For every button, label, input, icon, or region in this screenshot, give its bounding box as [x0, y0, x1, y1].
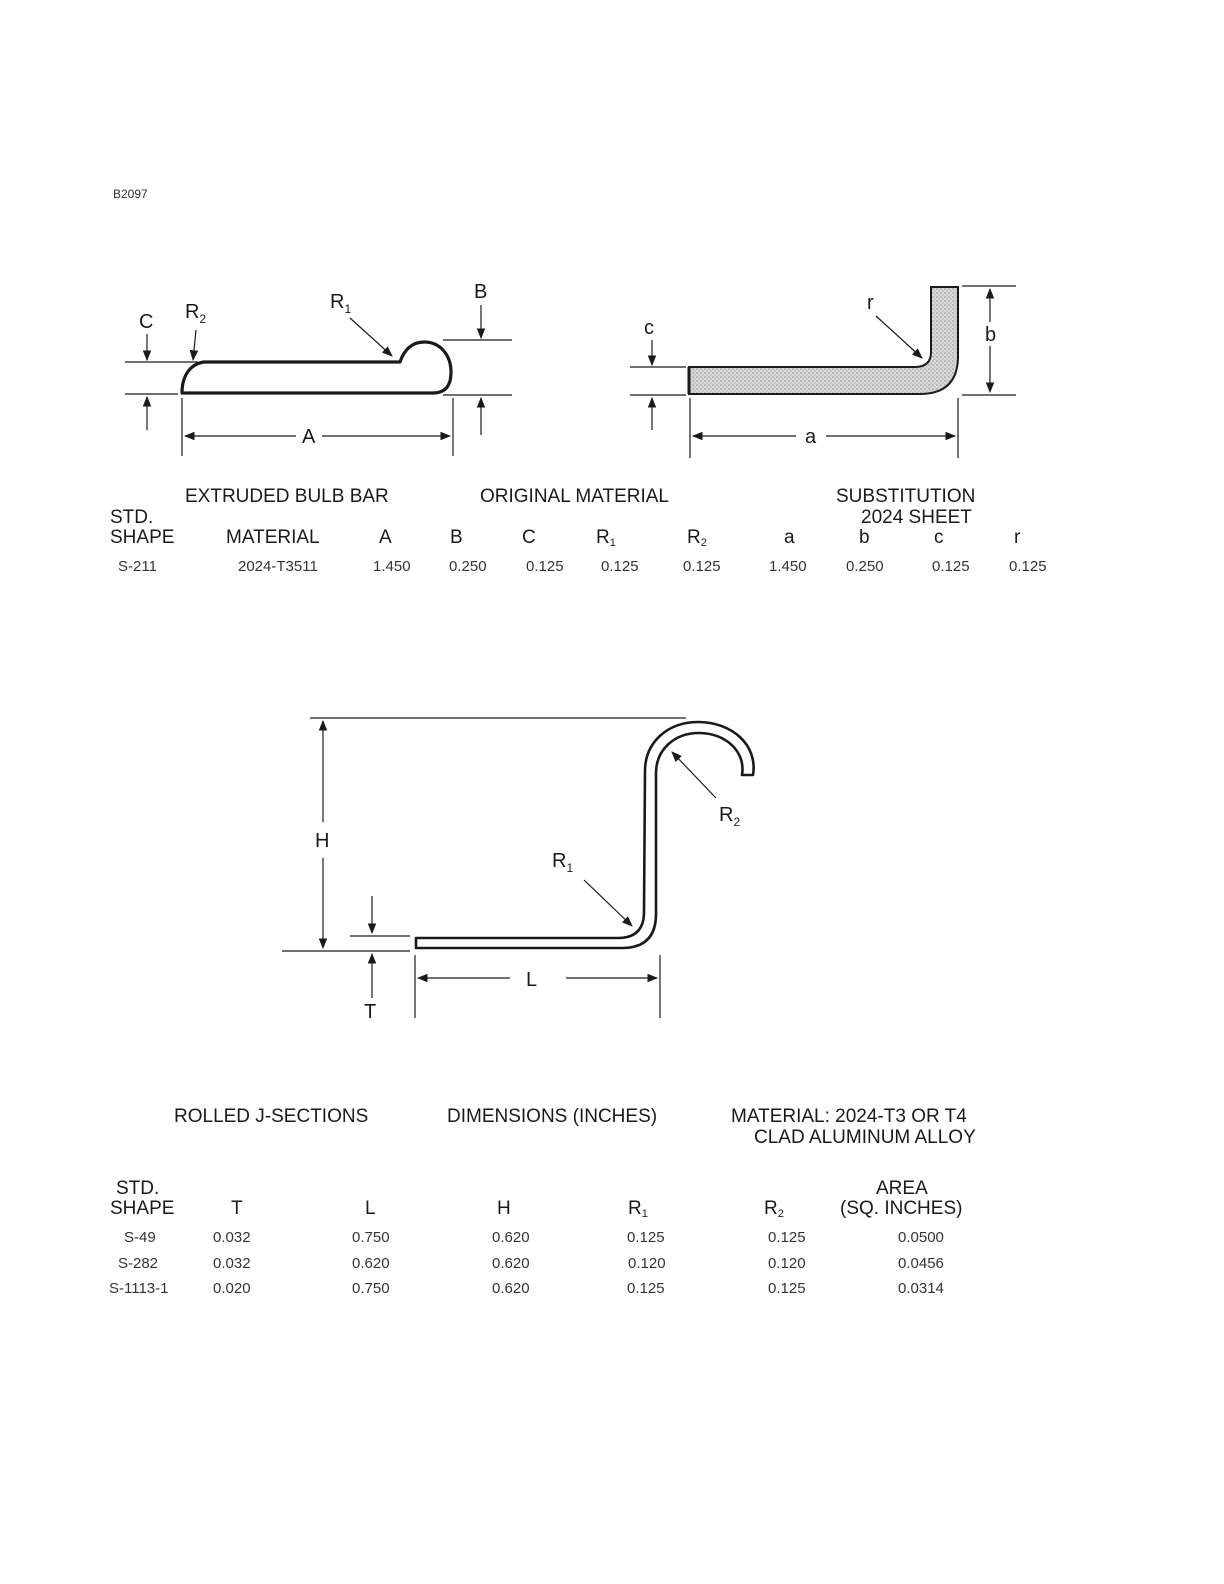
cell-L: 0.750 [352, 1229, 390, 1246]
cell-shape: S-211 [118, 558, 157, 575]
label-a: a [805, 426, 817, 448]
col-C: C [522, 527, 536, 548]
cell-B: 0.250 [449, 558, 487, 575]
cell-A: 1.450 [373, 558, 411, 575]
bulb-bar-drawing [125, 281, 512, 456]
col-material: MATERIAL [226, 527, 320, 548]
cell-R1: 0.125 [627, 1229, 665, 1246]
sheet-angle-drawing [630, 286, 1016, 458]
figure-code: B2097 [113, 187, 148, 201]
col-R1: $R_1$ [628, 1198, 648, 1220]
cell-R1: 0.125 [601, 558, 639, 575]
col-area: AREA [876, 1178, 928, 1199]
heading-material: MATERIAL: 2024-T3 OR T4 [731, 1106, 967, 1127]
r-leader [876, 316, 922, 358]
j-section-profile [416, 722, 754, 948]
j-r2-leader [672, 752, 716, 798]
cell-T: 0.020 [213, 1280, 251, 1297]
label-b: b [985, 324, 997, 346]
cell-c: 0.125 [932, 558, 970, 575]
col-R2: $R_2$ [764, 1198, 784, 1220]
cell-T: 0.032 [213, 1255, 251, 1272]
cell-a: 1.450 [769, 558, 807, 575]
label-R2: $R_2$ [185, 301, 207, 326]
cell-R2: 0.125 [768, 1280, 806, 1297]
heading-dimensions: DIMENSIONS (INCHES) [447, 1106, 658, 1127]
cell-R2: 0.125 [683, 558, 721, 575]
r2-leader [193, 330, 196, 360]
col-std: STD. [110, 507, 154, 528]
heading-original-material: ORIGINAL MATERIAL [480, 486, 669, 507]
label-R1: $R_1$ [330, 291, 352, 316]
col-b: b [859, 527, 870, 548]
cell-T: 0.032 [213, 1229, 251, 1246]
label-j-R1: $R_1$ [552, 850, 574, 875]
cell-b: 0.250 [846, 558, 884, 575]
label-A: A [302, 426, 316, 448]
label-c: c [644, 317, 654, 339]
cell-r: 0.125 [1009, 558, 1047, 575]
cell-H: 0.620 [492, 1280, 530, 1297]
cell-shape: S-1113-1 [109, 1280, 169, 1297]
col-R1: $R_1$ [596, 527, 616, 549]
cell-L: 0.620 [352, 1255, 390, 1272]
col-a: a [784, 527, 795, 548]
col-area-units: (SQ. INCHES) [840, 1198, 963, 1219]
label-C: C [139, 311, 154, 333]
cell-area: 0.0456 [898, 1255, 944, 1272]
label-T: T [364, 1001, 377, 1023]
cell-H: 0.620 [492, 1255, 530, 1272]
col-shape: SHAPE [110, 1198, 175, 1219]
heading-rolled-j-sections: ROLLED J-SECTIONS [174, 1106, 369, 1127]
j-section-drawing [282, 718, 754, 1023]
cell-area: 0.0500 [898, 1229, 944, 1246]
col-c: c [934, 527, 944, 548]
heading-substitution: SUBSTITUTION [836, 486, 976, 507]
heading-2024-sheet: 2024 SHEET [861, 507, 972, 528]
cell-material: 2024-T3511 [238, 558, 318, 575]
label-H: H [315, 830, 330, 852]
col-L: L [365, 1198, 376, 1219]
label-B: B [474, 281, 488, 303]
col-R2: $R_2$ [687, 527, 707, 549]
cell-H: 0.620 [492, 1229, 530, 1246]
r1-leader [350, 318, 392, 356]
cell-R2: 0.120 [768, 1255, 806, 1272]
cell-shape: S-49 [124, 1229, 156, 1246]
cell-R1: 0.125 [627, 1280, 665, 1297]
col-std: STD. [116, 1178, 160, 1199]
col-T: T [231, 1198, 243, 1219]
label-j-R2: $R_2$ [719, 804, 741, 829]
col-shape: SHAPE [110, 527, 175, 548]
cell-area: 0.0314 [898, 1280, 944, 1297]
col-r: r [1014, 527, 1021, 548]
cell-L: 0.750 [352, 1280, 390, 1297]
col-B: B [450, 527, 463, 548]
col-A: A [379, 527, 392, 548]
label-r: r [867, 292, 874, 314]
bulb-bar-profile [182, 342, 451, 393]
j-r1-leader [584, 880, 632, 926]
heading-clad-alloy: CLAD ALUMINUM ALLOY [754, 1127, 976, 1148]
label-L: L [526, 969, 538, 991]
heading-extruded-bulb-bar: EXTRUDED BULB BAR [185, 486, 389, 507]
sheet-angle-profile [689, 287, 958, 394]
cell-R2: 0.125 [768, 1229, 806, 1246]
col-H: H [497, 1198, 511, 1219]
cell-shape: S-282 [118, 1255, 159, 1272]
cell-C: 0.125 [526, 558, 564, 575]
cell-R1: 0.120 [628, 1255, 666, 1272]
